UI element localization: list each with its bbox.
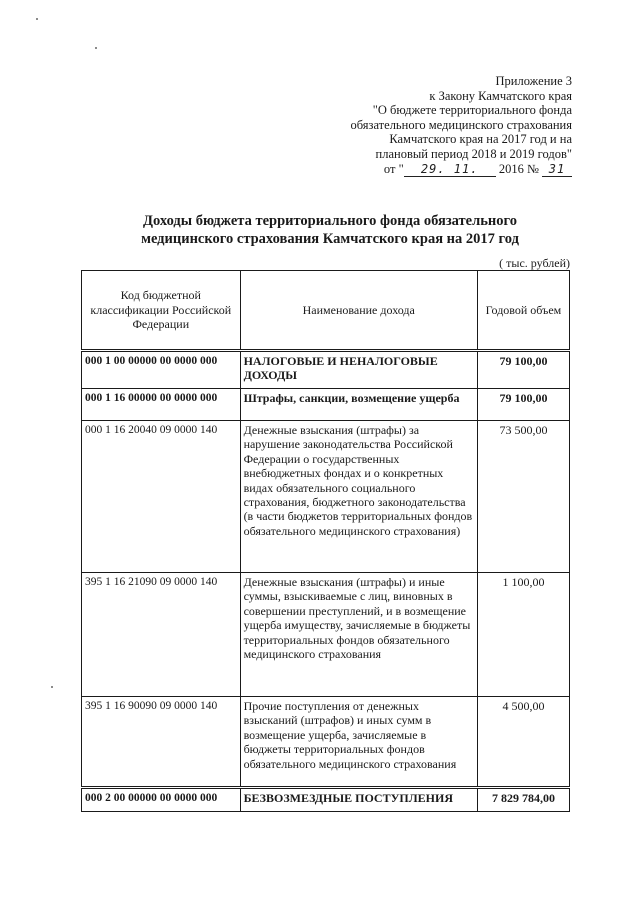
- unit-label: ( тыс. рублей): [499, 256, 570, 270]
- row-code: 395 1 16 90090 09 0000 140: [82, 697, 241, 788]
- row-code: 395 1 16 21090 09 0000 140: [82, 573, 241, 697]
- row-code: 000 2 00 00000 00 0000 000: [82, 788, 241, 812]
- title-line: медицинского страхования Камчатского края на 2017 год: [141, 231, 519, 247]
- row-code: 000 1 16 00000 00 0000 000: [82, 389, 241, 421]
- header-line: плановый период 2018 и 2019 годов": [375, 146, 572, 161]
- scan-speck: [51, 686, 53, 688]
- row-name: БЕЗВОЗМЕЗДНЫЕ ПОСТУПЛЕНИЯ: [240, 788, 477, 812]
- appendix-header: [242, 74, 572, 177]
- row-name: Денежные взыскания (штрафы) за нарушение законодательства Российской Федерации о государственных внебюджетных фондах и о конкретных видах обязательного социального страхования, бюджетного законодательства (в части бюджетов территориальных фондов обязательного медицинского страхования): [240, 421, 477, 573]
- row-amount: 79 100,00: [477, 389, 569, 421]
- row-amount: 7 829 784,00: [477, 788, 569, 812]
- column-header-name: Наименование дохода: [240, 271, 477, 351]
- date-prefix: от ": [383, 161, 404, 176]
- column-header-amount: Годовой объем: [477, 271, 569, 351]
- row-name: Денежные взыскания (штрафы) и иные суммы, взыскиваемые с лиц, виновных в совершении преступлений, и в возмещение ущерба имуществу, зачисляемые в бюджеты территориальных фондов обязательного медицинского страхования: [240, 573, 477, 697]
- table-header-row: [82, 271, 570, 351]
- date-year: 2016 №: [498, 161, 539, 176]
- row-code: 000 1 16 20040 09 0000 140: [82, 421, 241, 573]
- row-amount: 4 500,00: [477, 697, 569, 788]
- scan-speck: [36, 18, 38, 20]
- row-code: 000 1 00 00000 00 0000 000: [82, 351, 241, 389]
- header-line: Камчатского края на 2017 год и на: [389, 132, 572, 147]
- table-row: [82, 573, 570, 697]
- table-row: [82, 421, 570, 573]
- table-row: [82, 697, 570, 788]
- table-row: [82, 351, 570, 389]
- column-header-code: Код бюджетной классификации Российской Федерации: [82, 271, 241, 351]
- row-name: Прочие поступления от денежных взысканий (штрафов) и иных сумм в возмещение ущерба, зачисляемые в бюджеты территориальных фондов обязательного медицинского страхования: [240, 697, 477, 788]
- handwritten-date: 29. 11.: [420, 161, 479, 176]
- row-name: НАЛОГОВЫЕ И НЕНАЛОГОВЫЕ ДОХОДЫ: [240, 351, 477, 389]
- row-amount: 79 100,00: [477, 351, 569, 389]
- header-line: обязательного медицинского страхования: [350, 117, 572, 132]
- document-title: [80, 212, 580, 248]
- header-line: к Закону Камчатского края: [429, 88, 572, 103]
- row-amount: 1 100,00: [477, 573, 569, 697]
- row-name: Штрафы, санкции, возмещение ущерба: [240, 389, 477, 421]
- handwritten-number: 31: [548, 161, 566, 176]
- table-row: [82, 389, 570, 421]
- scan-speck: [95, 47, 97, 49]
- header-line: "О бюджете территориального фонда: [372, 103, 572, 118]
- income-table: [81, 270, 570, 812]
- table-row: [82, 788, 570, 812]
- law-date-line: [242, 162, 572, 178]
- header-line: Приложение 3: [495, 74, 572, 88]
- row-amount: 73 500,00: [477, 421, 569, 573]
- title-line: Доходы бюджета территориального фонда обязательного: [143, 213, 517, 229]
